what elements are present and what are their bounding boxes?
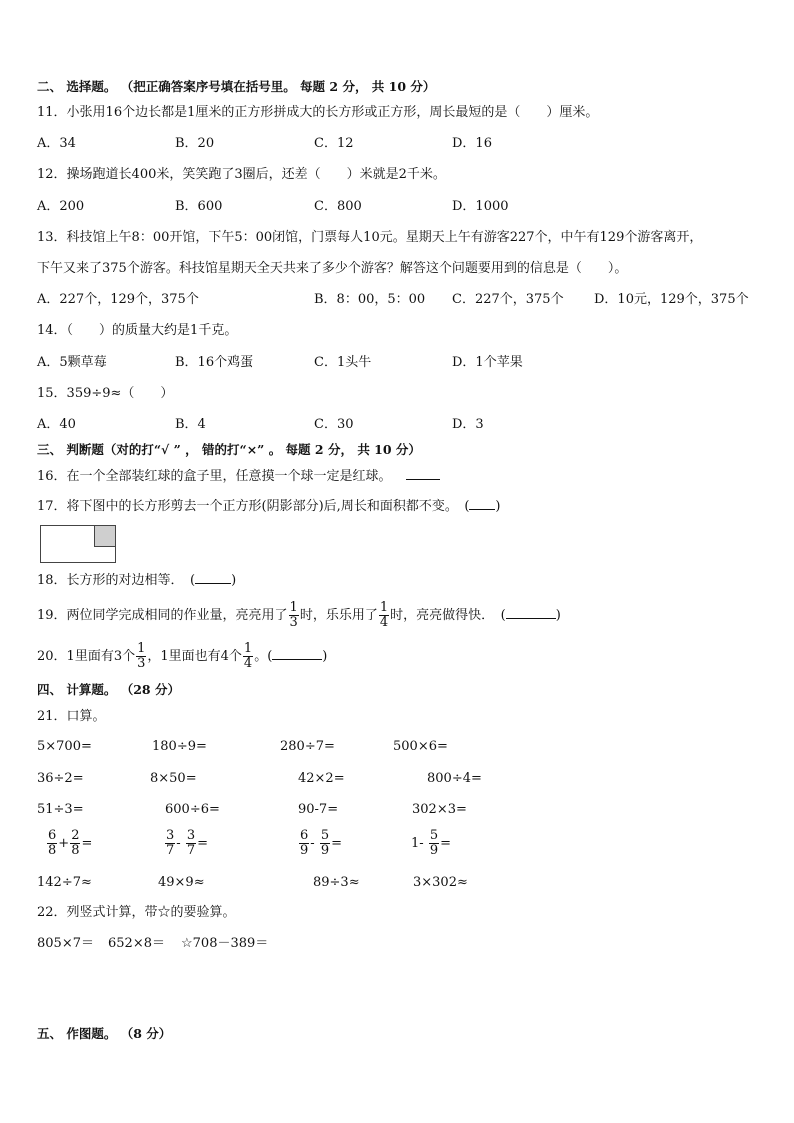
q18-answer-blank[interactable] xyxy=(195,583,231,584)
q11-option-c: C．12 xyxy=(314,136,354,151)
q13-option-d: D．10元，129个，375个 xyxy=(594,292,749,307)
q17-close: ) xyxy=(495,499,501,514)
q12-option-d: D．1000 xyxy=(452,199,509,214)
denominator: 7 xyxy=(166,843,175,858)
q19-close: ) xyxy=(555,608,561,623)
vertical-calc-item: ☆708－389＝ xyxy=(181,936,269,951)
q20-f1-denominator: 3 xyxy=(137,656,146,671)
fraction-item-4 xyxy=(411,826,451,862)
denominator: 8 xyxy=(71,843,80,858)
q19-line xyxy=(37,599,561,633)
q14-option-a: A．5颗草莓 xyxy=(37,355,107,370)
q15-option-d: D．3 xyxy=(452,417,484,432)
calc-item: 800÷4= xyxy=(427,771,482,786)
q14-option-c: C．1头牛 xyxy=(314,355,372,370)
q19-f2-denominator: 4 xyxy=(379,615,389,630)
q19-text-b: 时，乐乐用了 xyxy=(299,608,378,623)
equals: = xyxy=(440,836,451,851)
q14-option-d: D．1个苹果 xyxy=(452,355,523,370)
q15-option-b: B．4 xyxy=(175,417,206,432)
fraction-item-1 xyxy=(46,826,92,862)
q19-f1-numerator: 1 xyxy=(289,600,298,615)
calc-item: 302×3= xyxy=(412,802,467,817)
q16-answer-blank[interactable] xyxy=(406,479,440,480)
q20-close: ) xyxy=(322,649,328,664)
numerator: 3 xyxy=(166,828,175,843)
denominator: 9 xyxy=(320,843,330,858)
fraction xyxy=(165,829,175,858)
equals: = xyxy=(331,836,343,851)
fraction xyxy=(299,829,309,858)
q11-option-b: B．20 xyxy=(175,136,215,151)
q12-option-c: C．800 xyxy=(314,199,362,214)
rectangle-figure xyxy=(40,525,116,563)
fraction-item-2 xyxy=(164,826,208,862)
q17-text: 17．将下图中的长方形剪去一个正方形(阴影部分)后,周长和面积都不变。 ( xyxy=(37,499,470,514)
calc-item: 42×2= xyxy=(298,771,345,786)
calc-item: 36÷2= xyxy=(37,771,84,786)
q19-answer-blank[interactable] xyxy=(506,618,556,619)
q19-f1-denominator: 3 xyxy=(289,615,298,630)
q11-text: 11．小张用16个边长都是1厘米的正方形拼成大的长方形或正方形，周长最短的是（ ）厘米。 xyxy=(37,105,599,120)
q18-close: ) xyxy=(231,573,237,588)
section-2-title: 二、 选择题。 （把正确答案序号填在括号里。 每题 2 分， 共 10 分） xyxy=(37,79,436,94)
q12-option-b: B．600 xyxy=(175,199,223,214)
calc-item: 500×6= xyxy=(393,739,448,754)
fraction-item-3 xyxy=(298,826,342,862)
section-5-title: 五、 作图题。 （8 分） xyxy=(37,1026,172,1041)
q11-option-d: D．16 xyxy=(452,136,492,151)
calc-item: 51÷3= xyxy=(37,802,84,817)
calc-item: 5×700= xyxy=(37,739,92,754)
calc-item: 180÷9= xyxy=(152,739,207,754)
q13-option-b: B．8：00，5：00 xyxy=(314,292,426,307)
numerator: 6 xyxy=(48,828,57,843)
q19-f2-numerator: 1 xyxy=(379,600,389,615)
operator: + xyxy=(58,836,70,851)
q16-text: 16．在一个全部装红球的盒子里，任意摸一个球一定是红球。 xyxy=(37,469,392,484)
q22-title: 22．列竖式计算，带☆的要验算。 xyxy=(37,905,236,920)
calc-item: 90-7= xyxy=(298,802,339,817)
q20-f2-denominator: 4 xyxy=(243,656,253,671)
q19-fraction-1 xyxy=(289,601,299,630)
q20-text-c: 。( xyxy=(254,649,273,664)
operator: - xyxy=(310,836,315,851)
q20-text-b: ，1里面也有4个 xyxy=(147,649,242,664)
q20-answer-blank[interactable] xyxy=(272,659,322,660)
q20-fraction-2 xyxy=(243,642,253,671)
fraction xyxy=(186,829,196,858)
q15-option-a: A．40 xyxy=(37,417,76,432)
numerator: 5 xyxy=(429,828,439,843)
fraction xyxy=(47,829,57,858)
q19-text-c: 时，亮亮做得快． ( xyxy=(390,608,506,623)
q13-option-a: A．227个，129个，375个 xyxy=(37,292,199,307)
q14-text: 14．（ ）的质量大约是1千克。 xyxy=(37,323,238,338)
q15-text: 15．359÷9≈（ ） xyxy=(37,386,174,401)
q16-line xyxy=(37,468,440,486)
q20-line xyxy=(37,640,327,674)
calc-item: 3×302≈ xyxy=(413,875,468,890)
section-3-title: 三、 判断题（对的打“√ ” ， 错的打“×” 。 每题 2 分， 共 10 分） xyxy=(37,442,421,457)
q14-option-b: B．16个鸡蛋 xyxy=(175,355,254,370)
calc-item: 49×9≈ xyxy=(158,875,205,890)
q21-title: 21．口算。 xyxy=(37,709,106,724)
q18-text: 18．长方形的对边相等． ( xyxy=(37,573,196,588)
q20-f1-numerator: 1 xyxy=(137,641,146,656)
q18-line xyxy=(37,572,236,590)
shaded-square xyxy=(94,526,115,547)
vertical-calc-item: 652×8＝ xyxy=(108,936,165,951)
numerator: 3 xyxy=(186,828,196,843)
q15-option-c: C．30 xyxy=(314,417,354,432)
numerator: 6 xyxy=(300,828,309,843)
denominator: 8 xyxy=(48,843,57,858)
denominator: 9 xyxy=(429,843,439,858)
fraction xyxy=(429,829,439,858)
equals: = xyxy=(197,836,209,851)
numerator: 5 xyxy=(320,828,330,843)
q20-f2-numerator: 1 xyxy=(243,641,253,656)
vertical-calc-item: 805×7＝ xyxy=(37,936,94,951)
q19-text-a: 19．两位同学完成相同的作业量，亮亮用了 xyxy=(37,608,288,623)
denominator: 7 xyxy=(186,843,196,858)
calc-item: 600÷6= xyxy=(165,802,220,817)
q13-line1: 13．科技馆上午8：00开馆，下午5：00闭馆，门票每人10元。星期天上午有游客227个，中午有129个游客离开， xyxy=(37,230,703,245)
q20-fraction-1 xyxy=(136,642,146,671)
q13-line2: 下午又来了375个游客。科技馆星期天全天共来了多少个游客？解答这个问题要用到的信息是（ ）。 xyxy=(37,261,628,276)
calc-item: 89÷3≈ xyxy=(313,875,360,890)
q17-answer-blank[interactable] xyxy=(469,509,495,510)
fraction xyxy=(70,829,80,858)
equals: = xyxy=(81,836,93,851)
q11-option-a: A．34 xyxy=(37,136,76,151)
operator: - xyxy=(176,836,181,851)
q12-option-a: A．200 xyxy=(37,199,85,214)
q13-option-c: C．227个，375个 xyxy=(452,292,564,307)
q12-text: 12．操场跑道长400米，笑笑跑了3圈后，还差（ ）米就是2千米。 xyxy=(37,167,446,182)
calc-item: 8×50= xyxy=(150,771,197,786)
denominator: 9 xyxy=(300,843,309,858)
fraction xyxy=(320,829,330,858)
minuend: 1- xyxy=(411,836,424,851)
q17-line xyxy=(37,498,500,516)
calc-item: 142÷7≈ xyxy=(37,875,92,890)
q20-text-a: 20．1里面有3个 xyxy=(37,649,136,664)
calc-item: 280÷7= xyxy=(280,739,335,754)
q19-fraction-2 xyxy=(379,601,389,630)
section-4-title: 四、 计算题。 （28 分） xyxy=(37,682,180,697)
numerator: 2 xyxy=(71,828,80,843)
